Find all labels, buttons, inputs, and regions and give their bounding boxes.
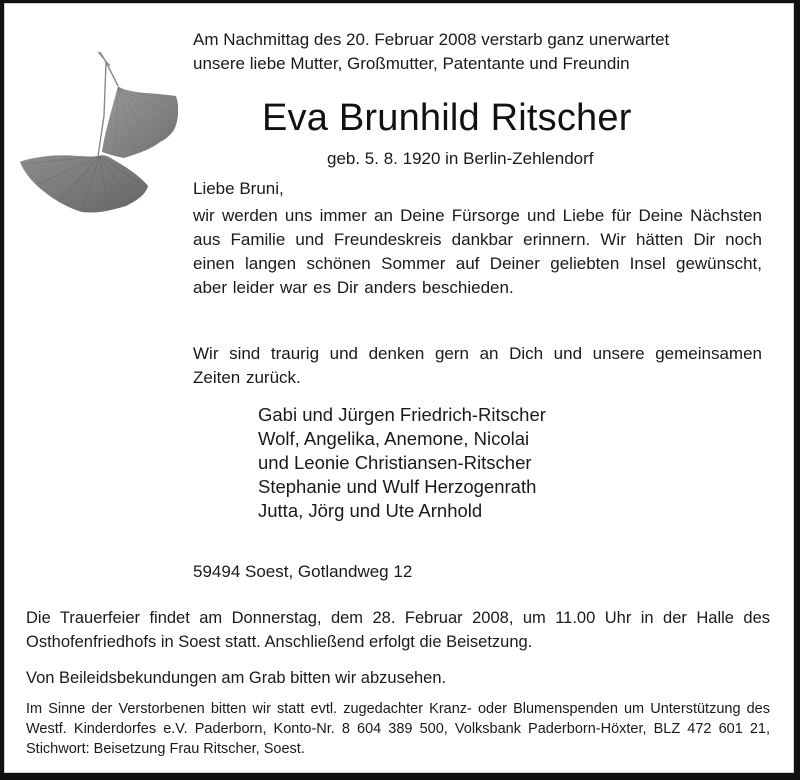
letter-paragraph-2: Wir sind traurig und denken gern an Dich und unsere gemeinsamen Zeiten zurück. [193, 344, 762, 387]
mourner-line: und Leonie Christiansen-Ritscher [258, 452, 532, 473]
service-notice: Die Trauerfeier findet am Donnerstag, dem 28. Februar 2008, um 11.00 Uhr in der Halle des Osthofenfriedhofs in Soest statt. Anschließend erfolgt die Beisetzung. [26, 609, 770, 651]
mourner-line: Wolf, Angelika, Anemone, Nicolai [258, 428, 530, 449]
letter-paragraph-1: wir werden uns immer an Deine Fürsorge und Liebe für Deine Nächsten aus Familie und Freundeskreis dankbar erinnern. Wir hätten Dir noch einen langen schönen Sommer auf Deiner geliebten Insel gewünscht, aber leider war es Dir anders beschieden. [193, 206, 762, 297]
birth-info: geb. 5. 8. 1920 in Berlin-Zehlendorf [327, 149, 594, 168]
mourner-line: Gabi und Jürgen Friedrich-Ritscher [258, 404, 546, 425]
mourners-list [258, 403, 546, 523]
mourner-line: Stephanie und Wulf Herzogenrath [258, 476, 537, 497]
deceased-name: Eva Brunhild Ritscher [262, 97, 632, 139]
donation-notice: Im Sinne der Verstorbenen bitten wir statt evtl. zugedachter Kranz- oder Blumenspenden um Unterstützung des Westf. Kinderdorfes e.V. Paderborn, Konto-Nr. 8 604 389 500, Volksbank Paderborn-Höxter, BLZ 472 601 21, Stichwort: Beisetzung Frau Ritscher, Soest. [26, 701, 770, 757]
ginkgo-leaves-icon [18, 46, 178, 214]
mourner-line: Jutta, Jörg und Ute Arnhold [258, 500, 483, 521]
intro-line-2: unsere liebe Mutter, Großmutter, Patentante und Freundin [193, 54, 630, 73]
family-address: 59494 Soest, Gotlandweg 12 [193, 562, 413, 581]
salutation: Liebe Bruni, [193, 179, 284, 198]
condolence-notice: Von Beileidsbekundungen am Grab bitten wir abzusehen. [26, 669, 447, 687]
intro-text [193, 28, 669, 76]
intro-line-1: Am Nachmittag des 20. Februar 2008 verstarb ganz unerwartet [193, 30, 670, 49]
